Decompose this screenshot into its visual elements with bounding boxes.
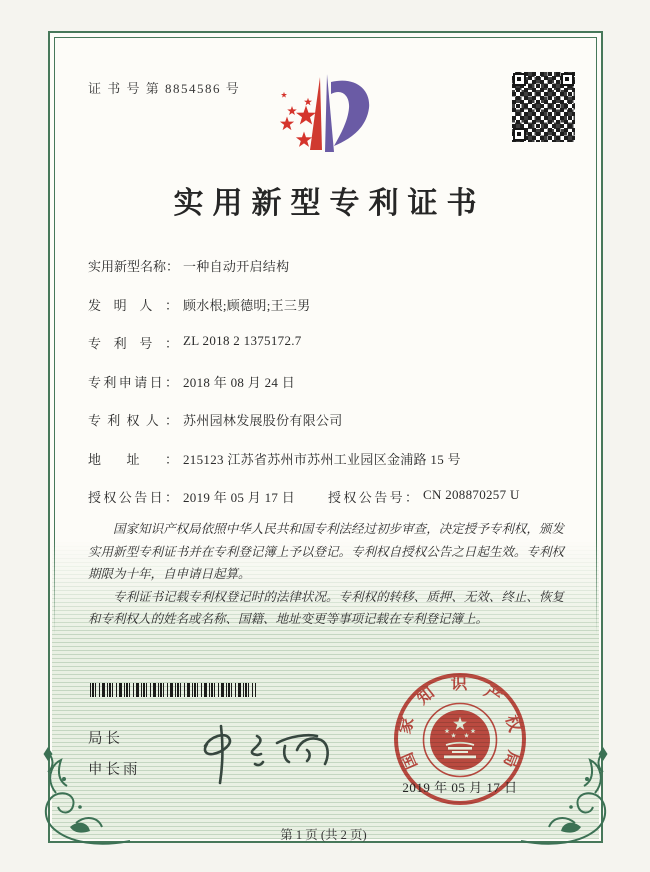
national-emblem-icon [424,704,497,777]
certificate-number: 证 书 号 第 8854586 号 [88,81,241,96]
certificate-title: 实用新型专利证书 [173,187,486,220]
logo-p-bowl [331,81,369,146]
field-label: 地址： [88,451,178,467]
field-label: 授权公告日： [88,490,178,505]
field-row-patentee [88,410,568,428]
signer-name: 申长雨 [88,762,141,778]
field-label: 专利号： [88,336,178,351]
field-value: CN 208870257 U [423,487,520,502]
field-label: 实用新型名称： [88,259,180,274]
field-value: 2018 年 08 月 24 日 [183,374,296,390]
field-label: 发明人： [88,297,178,313]
field-label: 授权公告号： [328,490,418,505]
field-row-patent-no [88,333,568,351]
qr-finder-icon [561,73,574,86]
field-list [88,256,568,526]
signature-handwriting [195,698,347,790]
page-footer: 第 1 页 (共 2 页) [280,828,367,842]
field-value: 苏州园林发展股份有限公司 [183,413,343,428]
legal-body-text [88,518,564,631]
qr-finder-icon [513,73,526,86]
qr-finder-icon [513,128,526,141]
seal-date: 2019 年 05 月 17 日 [402,780,518,795]
field-value: 2019 年 05 月 17 日 [183,490,296,505]
signer-title: 局长 [88,731,123,747]
field-row-address [88,449,568,467]
body-paragraph-2: 专利证书记载专利权登记时的法律状况。专利权的转移、质押、无效、终止、恢复和专利权人的姓名或名称、国籍、地址变更等事项记载在专利登记簿上。 [88,589,564,626]
field-value: 215123 江苏省苏州市苏州工业园区金浦路 15 号 [183,451,461,467]
field-row-filing-date [88,372,568,390]
field-label: 专利申请日： [88,374,178,390]
field-pair-grant-no [328,487,520,506]
cnipa-logo-icon [276,70,378,162]
field-row-name [88,256,568,274]
seal-ring-text: 国家知识产权局 [394,673,525,773]
logo-stars-icon [280,92,316,147]
field-value: 顾水根;顾德明;王三男 [183,297,311,313]
body-paragraph-1: 国家知识产权局依照中华人民共和国专利法经过初步审查，决定授予专利权，颁发实用新型专利证书并在专利登记簿上予以登记。专利权自授权公告之日起生效。专利权期限为十年，自申请日起算。 [88,522,564,581]
field-row-grant [88,487,568,505]
field-value: 一种自动开启结构 [183,259,290,274]
barcode [90,683,256,697]
field-label: 专利权人： [88,413,178,428]
field-value: ZL 2018 2 1375172.7 [183,333,302,348]
qr-code [512,72,575,142]
field-row-inventor [88,295,568,313]
